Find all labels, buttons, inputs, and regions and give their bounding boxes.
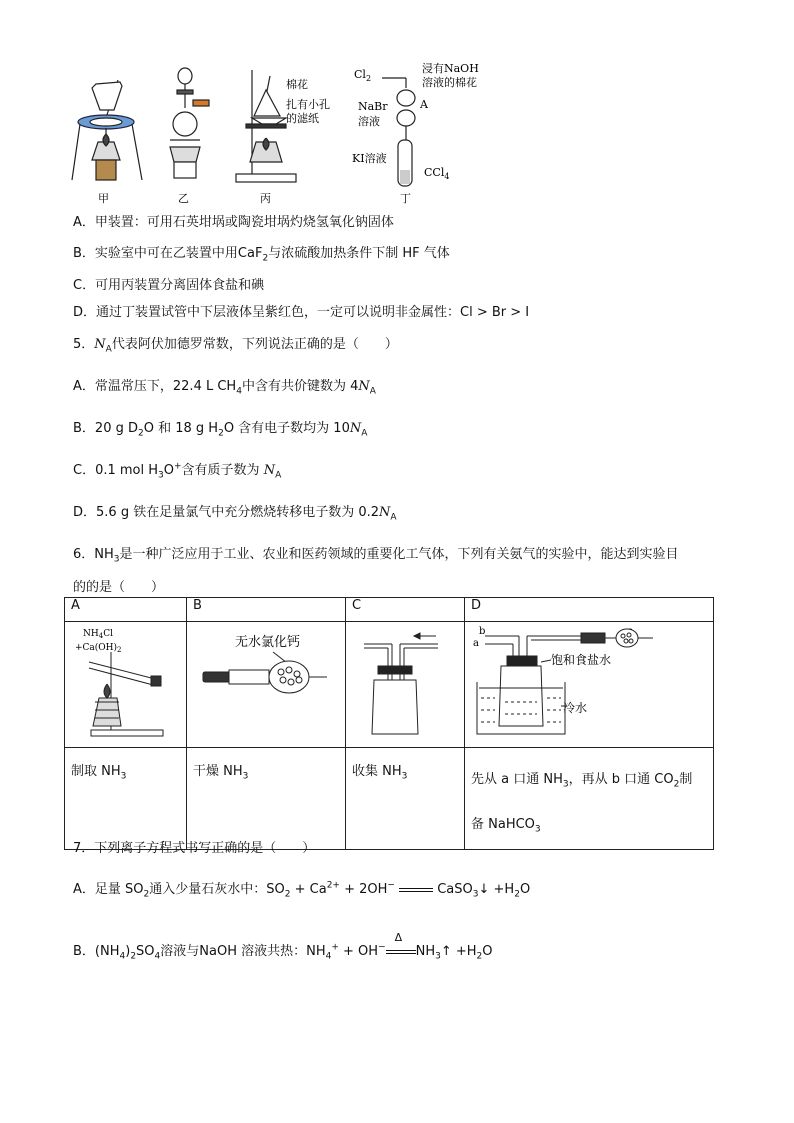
equation-equals xyxy=(399,888,433,892)
figure-a-svg xyxy=(71,622,177,742)
q6-header-a: A xyxy=(65,598,187,622)
label-filter-paper-2: 的滤纸 xyxy=(286,112,319,125)
q4-option-d: D．通过丁装置试管中下层液体呈紫红色，一定可以说明非金属性：Cl > Br > I xyxy=(73,305,530,320)
q6-cell-a: 制取 $NH_3$ xyxy=(65,748,187,850)
svg-text:+Ca(OH)2: $+Ca(OH)_2$ xyxy=(75,643,122,654)
label-filter-paper-1: 扎有小孔 xyxy=(286,98,330,111)
figure-b-svg xyxy=(193,622,333,742)
q4-option-b: B．实验室中可在乙装置中用CaF$_2$与浓硫酸加热条件下制 HF 气体 xyxy=(73,246,450,264)
q6-figure-b xyxy=(187,622,346,748)
q5-stem: 5．$N_A$代表阿伏加德罗常数，下列说法正确的是（ ） xyxy=(73,337,398,355)
q6-header-c: C xyxy=(346,598,465,622)
svg-text:NH4Cl: $NH_4Cl$ xyxy=(83,629,113,640)
q6-header-d: D xyxy=(465,598,714,622)
apparatus-jia xyxy=(72,80,142,180)
apparatus-figure xyxy=(70,62,500,207)
q6-figure-c xyxy=(346,622,465,748)
q6-cell-b: 干燥 $NH_3$ xyxy=(187,748,346,850)
label-yi: 乙 xyxy=(178,192,189,205)
q7-stem: 7．下列离子方程式书写正确的是（ ） xyxy=(73,841,316,856)
svg-text:b: b xyxy=(479,626,486,637)
q4-option-a: A．甲装置：可用石英坩埚或陶瓷坩埚灼烧氢氧化钠固体 xyxy=(73,215,394,230)
apparatus-yi xyxy=(170,68,209,178)
apparatus-ding xyxy=(382,78,415,186)
label-ki: KI溶液 xyxy=(352,152,387,165)
label-cotton: 棉花 xyxy=(286,78,308,91)
q6-cell-d: 先从 a 口通 $NH_3$，再从 b 口通 $CO_2$制 备 NaHCO$_3$ xyxy=(465,748,714,850)
q5-option-d: D．5.6 g 铁在足量氯气中充分燃烧转移电子数为 $0.2N_A$ xyxy=(73,505,397,523)
q6-figure-d xyxy=(465,622,714,748)
label-ccl4: CCl$_4$ xyxy=(424,166,450,181)
q6-stem: 6．$NH_3$是一种广泛应用于工业、农业和医药领域的重要化工气体，下列有关氨气的实验中，能达到实验目 xyxy=(73,547,679,565)
q6-table xyxy=(64,597,714,850)
q6-cell-c: 收集 $NH_3$ xyxy=(346,748,465,850)
label-bing: 丙 xyxy=(260,192,271,205)
q6-stem-line2: 的的是（ ） xyxy=(73,580,165,595)
label-ding: 丁 xyxy=(400,192,411,205)
svg-text:饱和食盐水: 饱和食盐水 xyxy=(551,653,612,667)
svg-text:冷水: 冷水 xyxy=(563,701,588,715)
label-naoh-cotton-2: 溶液的棉花 xyxy=(422,76,477,89)
q7-option-b: B．$(NH_4)_2SO_4$溶液与NaOH 溶液共热：$NH_4^+ + OH^-$ Δ $NH_3↑ +H_2O$ xyxy=(73,930,493,962)
q6-header-b: B xyxy=(187,598,346,622)
figure-c-svg xyxy=(352,622,452,742)
equation-equals-heat xyxy=(386,930,416,954)
q5-option-b: B．20 g $D_2O$ 和 18 g $H_2O$ 含有电子数均为 $10N_A$ xyxy=(73,421,368,439)
label-cl2: $Cl_2$ xyxy=(354,68,372,83)
q5-option-c: C．0.1 mol $H_3O^+$含有质子数为 $N_A$ xyxy=(73,461,282,481)
label-jia: 甲 xyxy=(98,192,109,205)
q4-option-c: C．可用丙装置分离固体食盐和碘 xyxy=(73,278,265,293)
q7-option-a: A．足量 $SO_2$通入少量石灰水中：$SO_2 + Ca^{2+} + 2OH^-$ CaSO$_3$↓ $+H_2O$ xyxy=(73,880,531,900)
label-naoh-cotton-1: 浸有NaOH xyxy=(422,62,479,75)
q5-option-a: A．常温常压下，22.4 L $CH_4$中含有共价键数为 $4N_A$ xyxy=(73,379,376,397)
svg-text:无水氯化钙: 无水氯化钙 xyxy=(235,635,301,650)
svg-text:a: a xyxy=(473,638,479,649)
q6-figure-a xyxy=(65,622,187,748)
label-nabr-1: NaBr xyxy=(358,100,388,113)
label-a: A xyxy=(420,98,428,111)
label-nabr-2: 溶液 xyxy=(358,115,380,128)
figure-d-svg xyxy=(471,622,707,742)
delta-symbol: Δ xyxy=(394,930,403,944)
